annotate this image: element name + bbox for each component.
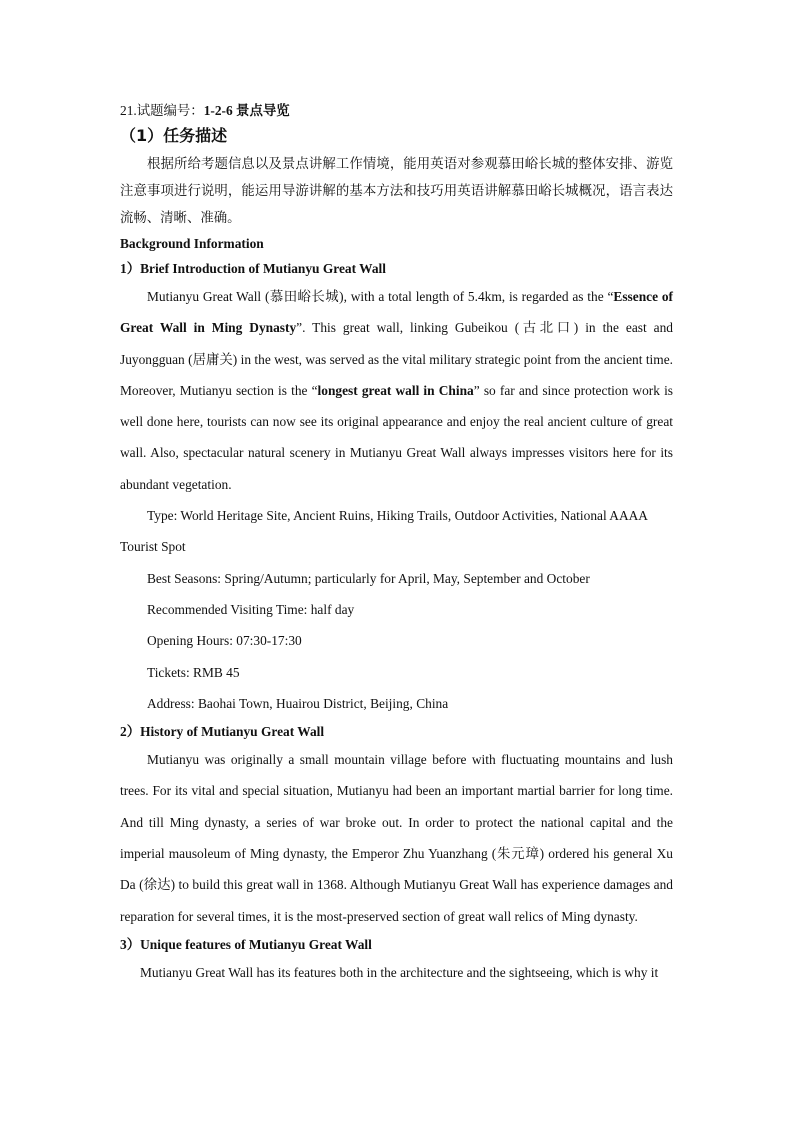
subheading-history: 2）History of Mutianyu Great Wall (120, 724, 325, 740)
task-description: 根据所给考题信息以及景点讲解工作情境，能用英语对参观慕田峪长城的整体安排、游览注意事项进行说明，能运用导游讲解的基本方法和技巧用英语讲解慕田峪长城概况，语言表达流畅、清晰、准确。 (120, 156, 673, 225)
exam-title (120, 100, 673, 122)
introduction-paragraph (120, 281, 673, 500)
intro-text-3: ” so far and since protection work is well done here, tourists can now see its original appearance and enjoy the real ancient culture of great wall. Also, spectacular natural scenery in Mutianyu Great Wall always impresses visitors here for its abundant vegetation. (120, 382, 674, 492)
subheading-features: 3）Unique features of Mutianyu Great Wall (120, 936, 372, 952)
info-tickets: Tickets: RMB 45 (147, 664, 240, 680)
exam-title-code: 1-2-6 景点导览 (203, 103, 290, 118)
info-address: Address: Baohai Town, Huairou District, Beijing, China (147, 695, 449, 711)
info-seasons: Best Seasons: Spring/Autumn; particularly for April, May, September and October (147, 570, 590, 586)
intro-bold-essence: Essence of Great Wall in Ming Dynasty (120, 289, 673, 336)
intro-bold-longest: longest great wall in China (317, 382, 474, 398)
subheading-introduction: 1）Brief Introduction of Mutianyu Great Wall (120, 261, 386, 276)
features-paragraph (120, 957, 673, 988)
history-paragraph: Mutianyu was originally a small mountain village before with fluctuating mountains and lush trees. For its vital and special situation, Mutianyu had been an important martial barrier for long time. And till Ming dynasty, a series of war broke out. In order to protect the national capital and the imperial mausoleum of Ming dynasty, the Emperor Zhu Yuanzhang (朱元璋) ordered his general Xu Da (徐达) to build this great wall in 1368. Although Mutianyu Great Wall has experience damages and reparation for several times, it is the most-preserved section of great wall relics of Ming dynasty. (120, 752, 673, 924)
intro-text-1: Mutianyu Great Wall (慕田峪长城), with a total length of 5.4km, is regarded as the “ (147, 289, 614, 304)
info-visiting-time: Recommended Visiting Time: half day (147, 601, 355, 617)
info-type: Type: World Heritage Site, Ancient Ruins, Hiking Trails, Outdoor Activities, National AAAA Tourist Spot (120, 508, 648, 555)
exam-title-prefix: 21.试题编号： (120, 103, 204, 118)
intro-text-2: ”. This great wall, linking Gubeikou (古北口) in the east and Juyongguan (居庸关) in the west, was served as the vital military strategic point from the ancient time. Moreover, Mutianyu section is the “ (120, 320, 674, 398)
features-text: Mutianyu Great Wall has its features both in the architecture and the sightseeing, which is why it (140, 964, 659, 980)
background-heading: Background Information (120, 236, 264, 251)
section-heading-task: （1）任务描述 (120, 126, 228, 145)
document-content (120, 100, 673, 988)
info-opening-hours: Opening Hours: 07:30-17:30 (147, 633, 302, 649)
